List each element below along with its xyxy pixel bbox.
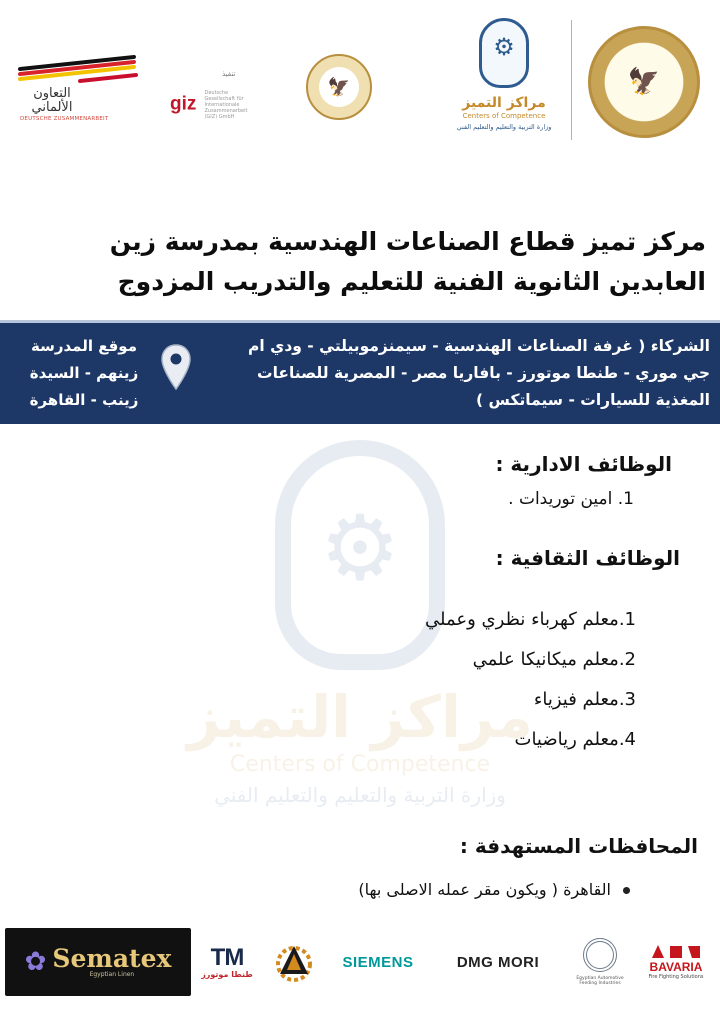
- ring-icon: [583, 938, 617, 972]
- map-pin-icon: [160, 343, 192, 393]
- education-seal-logo: [306, 54, 372, 120]
- location-line-2: زينب - القاهرة: [29, 391, 139, 409]
- sematex-logo: [5, 928, 191, 996]
- eagle-icon: 🦅: [627, 67, 661, 97]
- giz-executed-by: تنفيذ: [222, 70, 236, 78]
- sematex-wordmark: Sematex: [52, 944, 172, 973]
- bavaria-wordmark: BAVARIA: [649, 960, 703, 974]
- bavaria-logo: [640, 928, 712, 996]
- governorate-text: القاهرة ( ويكون مقر عمله الاصلى بها): [358, 880, 611, 899]
- location-line-1: زينهم - السيدة: [29, 364, 139, 382]
- engineering-chamber-logo: [266, 928, 322, 996]
- admin-job-item: 1. امين توريدات .: [508, 489, 634, 509]
- coc-shield-icon: [479, 18, 529, 88]
- list-item: 1.معلم كهرباء نظري وعملي: [425, 609, 636, 630]
- flag-wave-icon: [18, 55, 138, 85]
- governorates-heading: المحافظات المستهدفة :: [459, 834, 698, 858]
- german-logo-english: DEUTSCHE ZUSAMMENARBEIT: [20, 116, 109, 123]
- egyptian-feeding-logo: [568, 928, 632, 996]
- partners-text: الشركاء ( غرفة الصناعات الهندسية - سيمنزموبيلتي - ودي ام جي موري - طنطا موتورز - بافاريا مصر - المصرية للصناعات المغذية للسيارات - سيماتكس ): [248, 337, 710, 409]
- giz-small-text: Deutsche Gesellschaft für Internationale Zusammenarbeit (GIZ) GmbH: [204, 90, 248, 120]
- coc-logo-ministry: وزارة التربية والتعليم والتعليم الفني: [456, 123, 552, 131]
- egyptian-feeding-text: Egyptian Automotive Feeding Industries: [576, 976, 624, 986]
- flower-icon: ✿: [24, 947, 47, 977]
- eagle-icon: 🦅: [327, 76, 351, 98]
- cultural-jobs-list: [300, 600, 636, 760]
- list-item: 2.معلم ميكانيكا علمي: [472, 649, 636, 670]
- centers-of-competence-logo: [446, 18, 562, 150]
- tm-wordmark: TM: [210, 943, 244, 971]
- bavaria-subtitle: Fire Fighting Solutions: [648, 974, 704, 980]
- header-divider: [571, 20, 572, 140]
- watermark-ministry: وزارة التربية والتعليم والتعليم الفني: [214, 783, 506, 807]
- bullet-icon: [623, 887, 630, 894]
- bavaria-emblem-icon: [652, 944, 700, 960]
- watermark-english: Centers of Competence: [229, 752, 491, 777]
- watermark-arabic: مراكز التميز: [187, 683, 533, 751]
- tanta-motors-logo: [198, 928, 256, 996]
- german-cooperation-logo: [18, 55, 146, 135]
- giz-wordmark: giz: [170, 93, 197, 115]
- coc-logo-english: Centers of Competence: [462, 112, 546, 120]
- list-item: 3.معلم فيزياء: [533, 689, 636, 710]
- list-item: 4.معلم رياضيات: [514, 729, 636, 750]
- admin-jobs-heading: الوظائف الادارية :: [495, 452, 672, 476]
- giz-logo: [170, 70, 260, 120]
- coc-logo-arabic: مراكز التميز: [462, 95, 546, 111]
- german-logo-arabic: التعاون الألماني: [31, 86, 73, 115]
- pyramid-gear-icon: [272, 940, 316, 984]
- cultural-jobs-heading: الوظائف الثقافية :: [495, 546, 680, 570]
- dmg-mori-logo: DMG MORI: [456, 953, 540, 971]
- school-location: [12, 333, 156, 414]
- siemens-logo: SIEMENS: [342, 953, 414, 971]
- ministry-seal-logo: [588, 26, 700, 138]
- tm-subtitle: طنطا موتورز: [201, 969, 253, 979]
- page-title: مركز تميز قطاع الصناعات الهندسية بمدرسة زين العابدين الثانوية الفنية للتعليم والتدريب المزدوج: [109, 227, 706, 296]
- sematex-subtitle: Egyptian Linen: [89, 971, 135, 978]
- governorate-item: [200, 880, 630, 899]
- location-label: موقع المدرسة: [31, 337, 137, 355]
